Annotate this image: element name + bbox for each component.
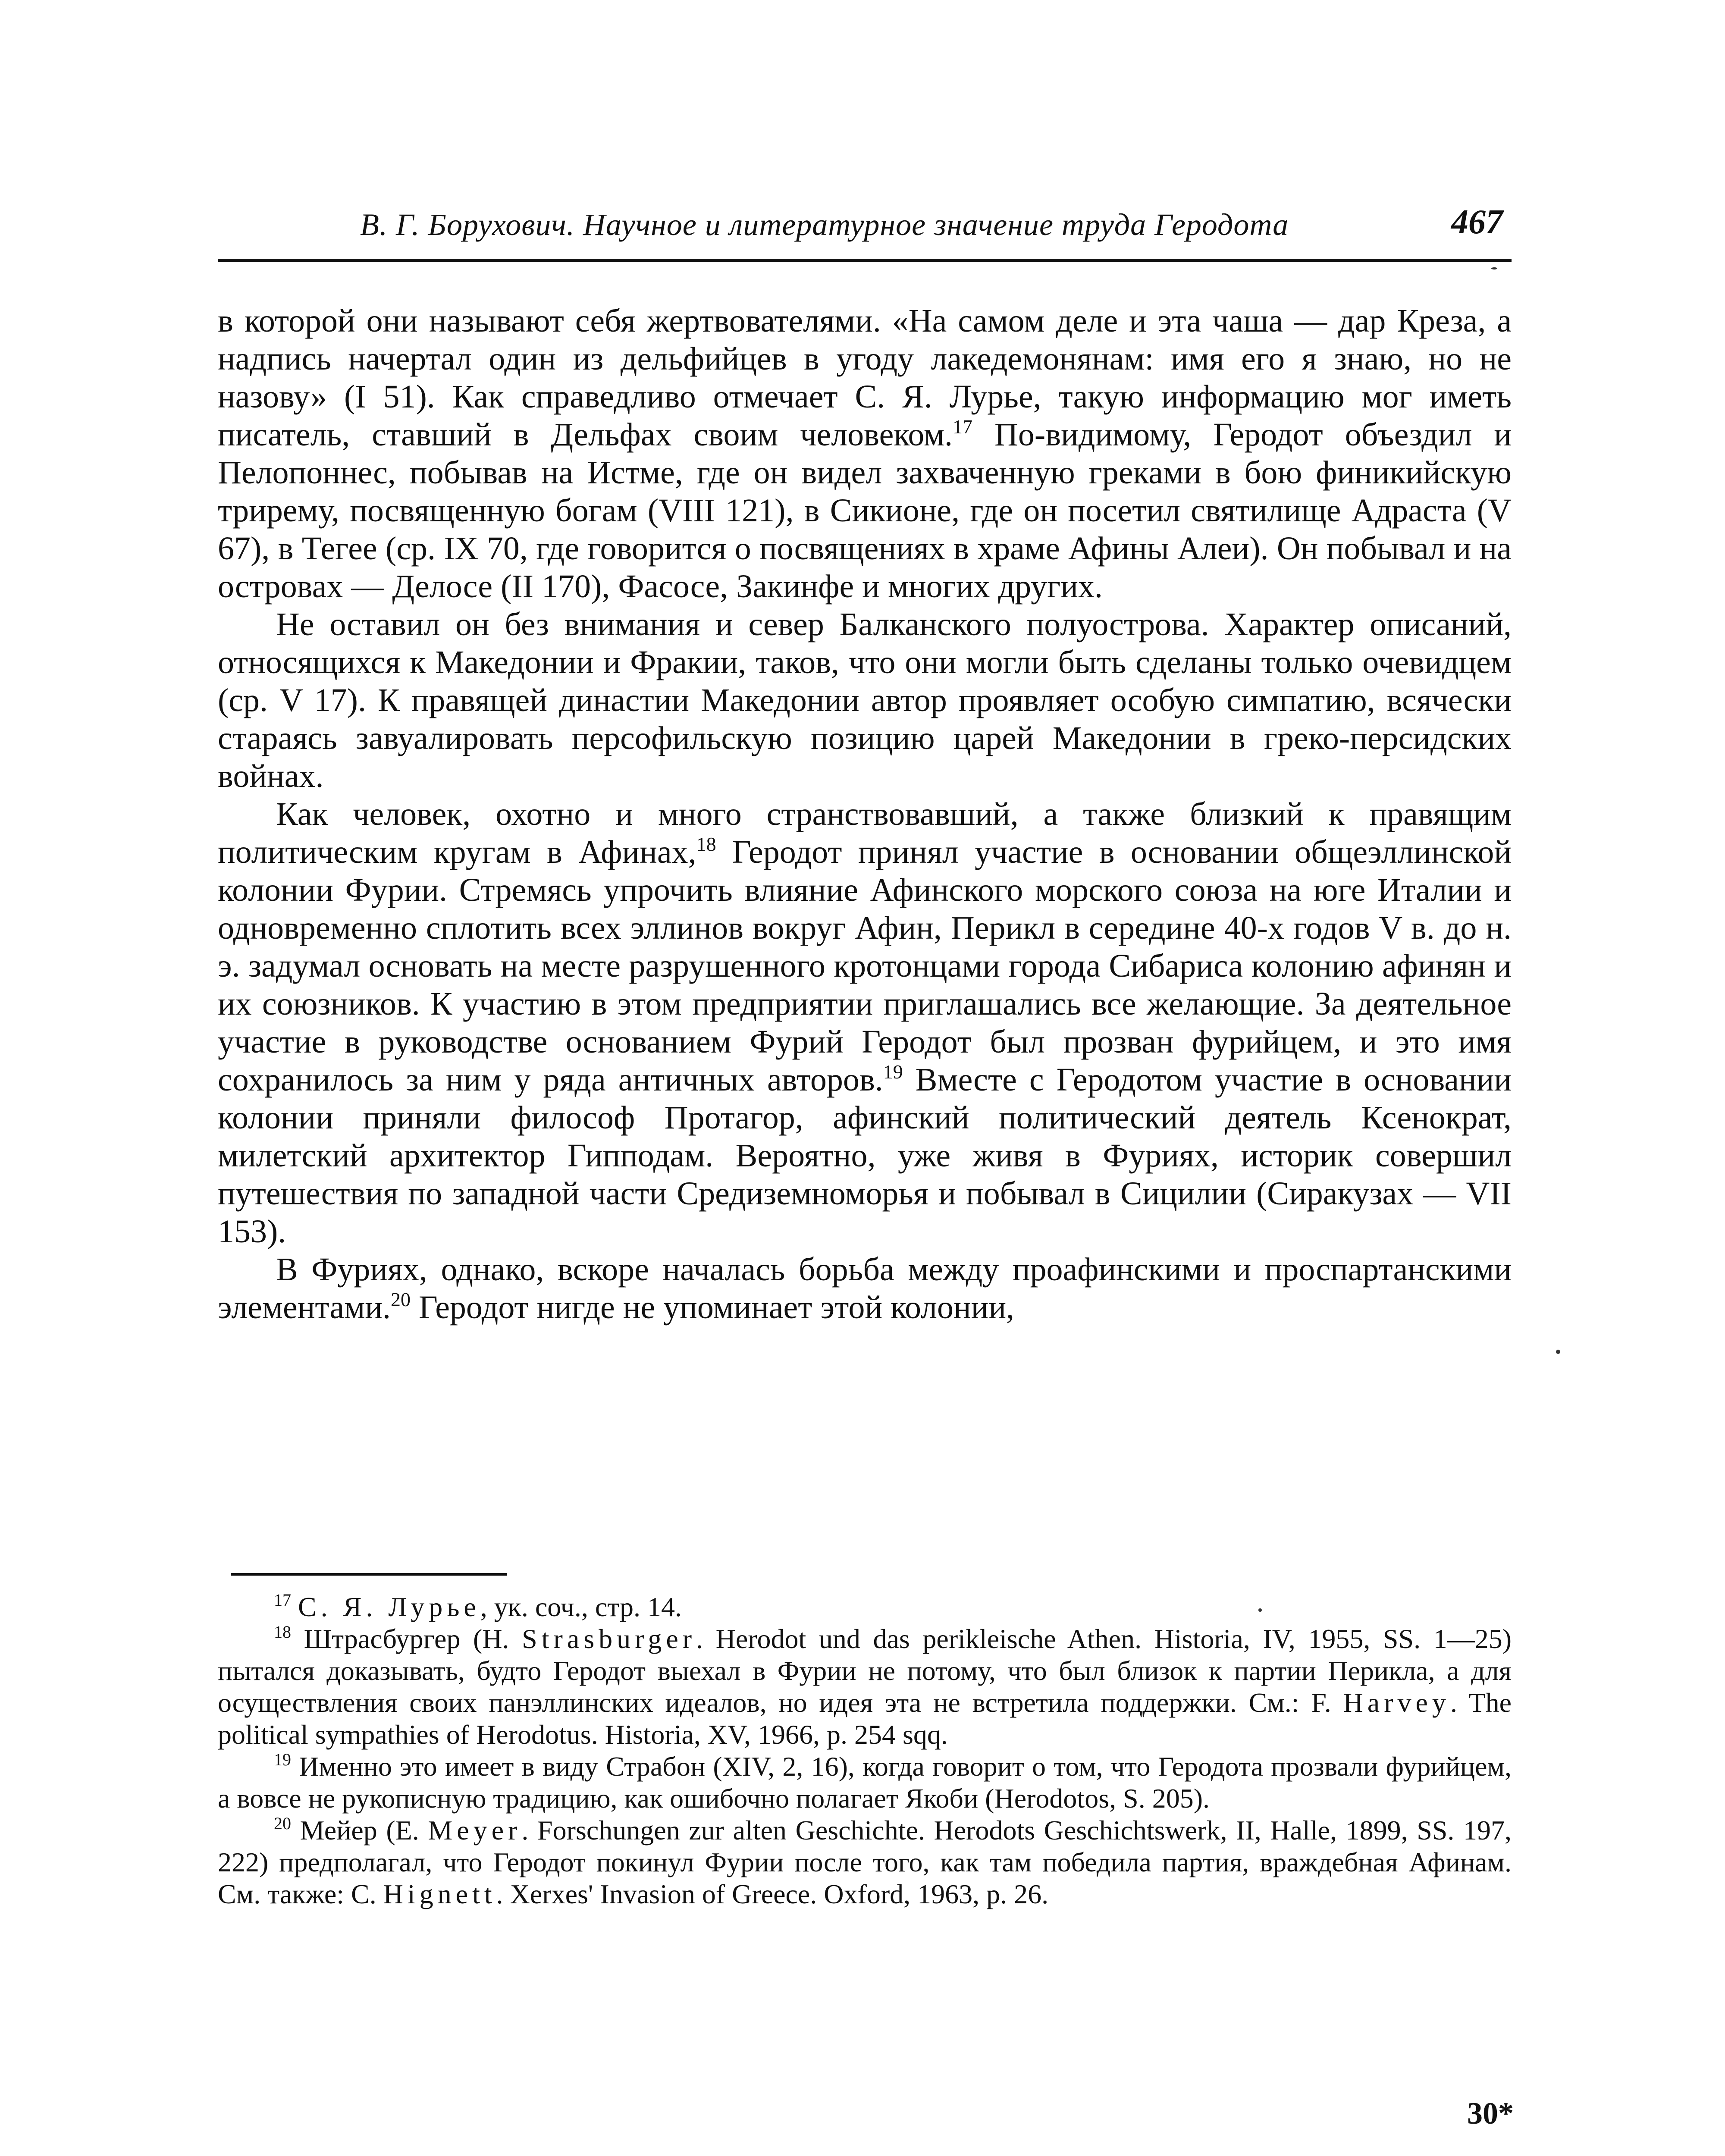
paragraph-3-part-c: Вместе с Геродотом участие в основании колонии приняли философ Протагор, афинский политический деятель Ксенократ, милетский архитектор Гипподам. Вероятно, уже живя в Фуриях, историк совершил путешествия по западной части Средиземноморья и побывал в Сицилии (Сиракузах — VII 153). — [218, 1062, 1512, 1250]
running-title: В. Г. Борухович. Научное и литературное значение труда Геродота — [360, 207, 1289, 242]
footnote-20-part-c: . Xerxes' Invasion of Greece. Oxford, 1963, p. 26. — [496, 1879, 1049, 1909]
footnote-20-part-b: . Forschungen zur alten Geschichte. Herodots Geschichtswerk, II, Halle, 1899, SS. 197, 222) предполагал, что Геродот покинул Фурии после того, как там победила партия, враждебная Афинам. См. также: C. — [218, 1815, 1512, 1909]
print-speck — [1258, 1608, 1262, 1612]
paragraph-2: Не оставил он без внимания и север Балканского полуострова. Характер описаний, относящихся к Македонии и Фракии, таков, что они могли быть сделаны только очевидцем (ср. V 17). К правящей династии Македонии автор проявляет особую симпатию, всячески стараясь завуалировать персофильскую позицию царей Македонии в греко-персидских войнах. — [218, 606, 1512, 794]
footnote-18-author-2: Harvey — [1343, 1687, 1450, 1718]
footnote-ref-17: 17 — [953, 416, 973, 438]
running-head — [218, 203, 1512, 262]
footnote-17-number: 17 — [274, 1590, 291, 1610]
footnote-17-text: , ук. соч., стр. 14. — [480, 1592, 682, 1622]
paragraph-3 — [218, 795, 1512, 1250]
footnote-separator — [231, 1573, 507, 1576]
footnote-ref-18: 18 — [696, 833, 716, 855]
footnote-18-part-c: . The political sympathies of Herodotus. Historia, XV, 1966, p. 254 sqq. — [218, 1687, 1512, 1750]
paragraph-4 — [218, 1250, 1512, 1326]
footnotes — [218, 1591, 1512, 1910]
main-text — [218, 302, 1512, 1326]
footnote-20-part-a: Мейер (E. — [300, 1815, 428, 1846]
page-number: 467 — [1451, 203, 1503, 241]
paragraph-1 — [218, 302, 1512, 605]
signature-mark: 30* — [1467, 2096, 1514, 2131]
paragraph-3-part-a: Как человек, охотно и много странствовавший, а также близкий к правящим политическим кругам в Афинах, — [218, 796, 1512, 870]
footnote-17-author: С. Я. Лурье — [298, 1592, 480, 1622]
footnote-17 — [218, 1591, 1512, 1623]
footnote-19-number: 19 — [274, 1750, 291, 1769]
footnote-20-author: Meyer — [428, 1815, 522, 1846]
print-speck — [1556, 1350, 1560, 1354]
footnote-20-author-2: Hignett — [383, 1879, 496, 1909]
print-speck — [1491, 267, 1497, 270]
footnote-18-number: 18 — [274, 1622, 291, 1642]
footnote-20 — [218, 1814, 1512, 1910]
paragraph-3-part-b: Геродот принял участие в основании общеэллинской колонии Фурии. Стремясь упрочить влияние Афинского морского союза на юге Италии и одновременно сплотить всех эллинов вокруг Афин, Перикл в середине 40-х годов V в. до н. э. задумал основать на месте разрушенного кротонцами города Сибариса колонию афинян и их союзников. К участию в этом предприятии приглашались все желающие. За деятельное участие в руководстве основанием Фурий Геродот был прозван фурийцем, и это имя сохранилось за ним у ряда античных авторов. — [218, 834, 1512, 1098]
footnote-18 — [218, 1623, 1512, 1751]
footnote-ref-20: 20 — [391, 1288, 411, 1310]
footnote-18-author: Strasburger — [522, 1623, 696, 1654]
footnote-19 — [218, 1751, 1512, 1814]
footnote-ref-19: 19 — [883, 1061, 903, 1083]
footnote-19-text: Именно это имеет в виду Страбон (XIV, 2, 16), когда говорит о том, что Геродота прозвали фурийцем, а вовсе не рукописную традицию, как ошибочно полагает Якоби (Herodotos, S. 205). — [218, 1751, 1512, 1814]
paragraph-1-text: в которой они называют себя жертвователями. «На самом деле и эта чаша — дар Креза, а надпись начертал один из дельфийцев в угоду лакедемонянам: имя его я знаю, но не назову» (I 51). Как справедливо отмечает С. Я. Лурье, такую информацию мог иметь писатель, ставший в Дельфах своим человеком. — [218, 303, 1512, 453]
paragraph-4-part-b: Геродот нигде не упоминает этой колонии, — [411, 1289, 1014, 1326]
footnote-20-number: 20 — [274, 1814, 291, 1833]
footnote-18-part-a: Штрасбургер (H. — [304, 1623, 522, 1654]
footnote-18-part-b: . Herodot und das perikleische Athen. Historia, IV, 1955, SS. 1—25) пытался доказывать, будто Геродот выехал в Фурии не потому, что был близок к партии Перикла, а для осуществления своих панэллинских идеалов, но идея эта не встретила поддержки. См.: F. — [218, 1623, 1512, 1718]
paragraph-4-part-a: В Фуриях, однако, вскоре началась борьба между проафинскими и проспартанскими элементами. — [218, 1251, 1512, 1326]
paragraph-1-tail: По-видимому, Геродот объездил и Пелопоннес, побывав на Истме, где он видел захваченную греками в бою финикийскую трирему, посвященную богам (VIII 121), в Сикионе, где он посетил святилище Адраста (V 67), в Тегее (ср. IX 70, где говорится о посвящениях в храме Афины Алеи). Он побывал и на островах — Делосе (II 170), Фасосе, Закинфе и многих других. — [218, 417, 1512, 605]
